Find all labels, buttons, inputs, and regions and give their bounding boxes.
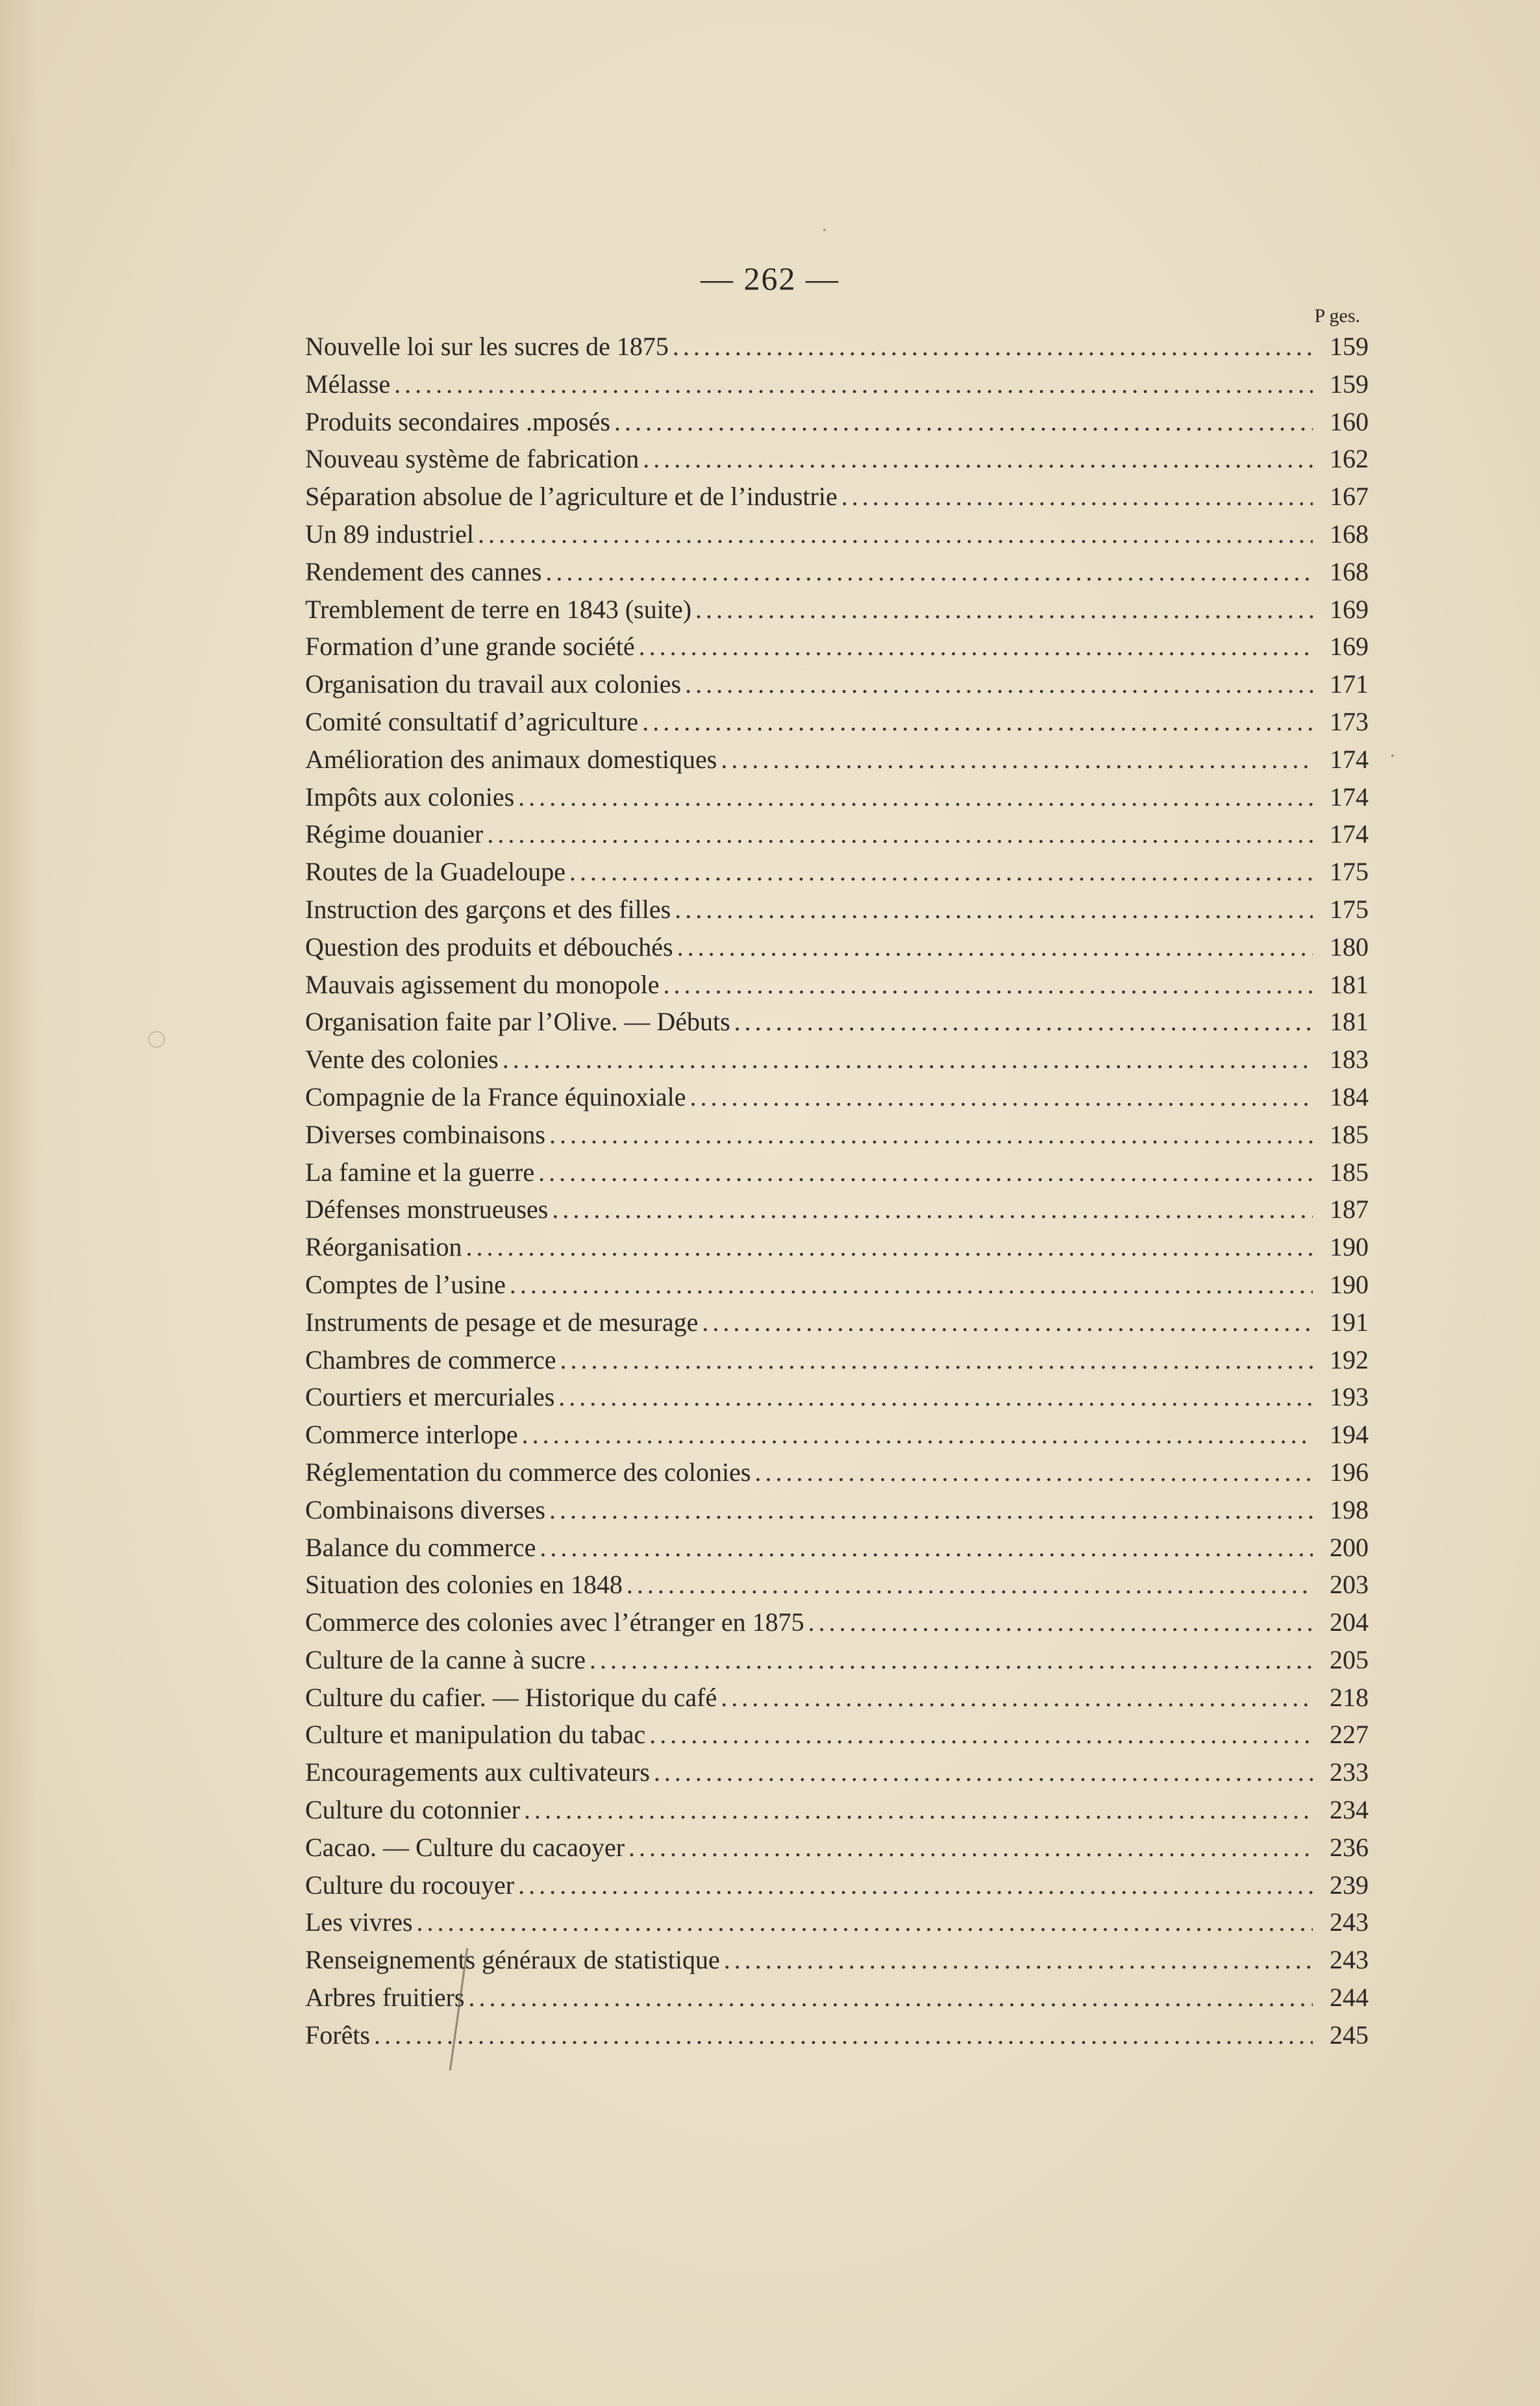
toc-entry-title: Situation des colonies en 1848 (305, 1570, 623, 1600)
toc-entry-title: Les vivres (305, 1907, 413, 1937)
toc-entry-page: 194 (1330, 1420, 1369, 1450)
toc-entry-title: Comptes de l’usine (305, 1269, 506, 1299)
toc-entry-title: Encouragements aux cultivateurs (305, 1757, 650, 1787)
dot-leader (695, 591, 1313, 628)
dot-leader (841, 478, 1313, 515)
toc-entry (305, 1716, 1369, 1754)
toc-entry-page: 174 (1330, 782, 1369, 812)
dot-leader (734, 1003, 1313, 1041)
toc-entry (305, 1041, 1369, 1078)
dot-leader (654, 1754, 1313, 1791)
toc-entry-title: Comité consultatif d’agriculture (305, 706, 639, 736)
toc-entry (305, 1641, 1369, 1679)
toc-entry-title: Compagnie de la France équinoxiale (305, 1082, 686, 1111)
toc-entry (305, 1078, 1369, 1116)
toc-entry-title: Mélasse (305, 369, 391, 399)
toc-entry-title: Impôts aux colonies (305, 782, 515, 812)
page-number: — 262 — (701, 260, 839, 297)
toc-entry-title: Diverses combinaisons (305, 1119, 545, 1149)
dot-leader (540, 1529, 1313, 1567)
toc-entry-page: 227 (1330, 1720, 1369, 1750)
toc-entry-page: 181 (1330, 1007, 1369, 1037)
toc-entry-title: Cacao. — Culture du cacaoyer (305, 1832, 625, 1862)
toc-entry-page: 167 (1330, 482, 1369, 512)
dot-leader (639, 628, 1313, 665)
pages-column-header: P ges. (1314, 305, 1360, 327)
dot-leader (487, 815, 1313, 853)
toc-entry (305, 1154, 1369, 1191)
toc-entry-page: 187 (1330, 1195, 1369, 1224)
page-edge-shadow (0, 0, 39, 2406)
toc-entry (305, 853, 1369, 891)
toc-entry (305, 703, 1369, 741)
toc-entry-title: Culture du rocouyer (305, 1870, 515, 1900)
toc-entry-title: Organisation du travail aux colonies (305, 669, 682, 699)
toc-entry-page: 159 (1330, 369, 1369, 399)
toc-entry-page: 243 (1330, 1945, 1369, 1975)
toc-entry (305, 1867, 1369, 1904)
dot-leader (518, 778, 1313, 816)
dot-leader (685, 665, 1313, 703)
dot-leader (468, 1979, 1313, 2016)
toc-entry-title: Réglementation du commerce des colonies (305, 1457, 751, 1487)
toc-entry-title: Mauvais agissement du monopole (305, 969, 660, 999)
toc-entry-page: 183 (1330, 1045, 1369, 1074)
toc-entry (305, 1679, 1369, 1717)
toc-entry-page: 173 (1330, 706, 1369, 736)
toc-entry-page: 171 (1330, 669, 1369, 699)
dot-leader (417, 1904, 1313, 1941)
toc-entry (305, 328, 1369, 366)
toc-entry (305, 1791, 1369, 1829)
toc-entry (305, 1754, 1369, 1791)
toc-entry-page: 185 (1330, 1119, 1369, 1149)
toc-entry-page: 169 (1330, 632, 1369, 662)
toc-entry (305, 2016, 1369, 2054)
toc-entry-title: Culture du cotonnier (305, 1795, 521, 1825)
dot-leader (522, 1416, 1313, 1454)
toc-entry-page: 168 (1330, 519, 1369, 549)
toc-entry-page: 160 (1330, 406, 1369, 436)
toc-entry-title: Séparation absolue de l’agriculture et de l’industrie (305, 482, 838, 512)
binding-hole-mark (148, 1031, 165, 1048)
toc-entry-title: Vente des colonies (305, 1045, 499, 1074)
dot-leader (518, 1867, 1313, 1904)
toc-entry (305, 628, 1369, 665)
toc-entry-page: 243 (1330, 1907, 1369, 1937)
toc-entry-page: 181 (1330, 969, 1369, 999)
toc-entry-page: 193 (1330, 1382, 1369, 1412)
dot-leader (673, 328, 1313, 366)
dot-leader (677, 928, 1313, 966)
toc-entry (305, 440, 1369, 478)
dot-leader (374, 2016, 1313, 2054)
toc-entry (305, 665, 1369, 703)
dot-leader (545, 553, 1313, 591)
toc-entry (305, 591, 1369, 628)
toc-entry-title: Instruments de pesage et de mesurage (305, 1307, 699, 1337)
toc-entry-title: Arbres fruitiers (305, 1983, 465, 2013)
toc-entry-title: Tremblement de terre en 1843 (suite) (305, 594, 692, 624)
toc-entry-title: Question des produits et débouchés (305, 932, 673, 961)
toc-entry-title: Défenses monstrueuses (305, 1195, 549, 1224)
toc-entry (305, 1904, 1369, 1941)
toc-entry-title: Nouvelle loi sur les sucres de 1875 (305, 332, 669, 361)
toc-entry (305, 366, 1369, 403)
toc-entry-title: Chambres de commerce (305, 1345, 556, 1374)
toc-entry-page: 191 (1330, 1307, 1369, 1337)
table-of-contents (305, 328, 1369, 2054)
toc-entry-title: Culture de la canne à sucre (305, 1644, 586, 1674)
dot-leader (663, 966, 1313, 1004)
toc-entry (305, 1191, 1369, 1228)
toc-entry-page: 174 (1330, 744, 1369, 774)
dot-leader (808, 1604, 1313, 1641)
toc-entry-title: La famine et la guerre (305, 1157, 535, 1187)
dot-leader (569, 853, 1313, 891)
toc-entry-page: 184 (1330, 1082, 1369, 1111)
dot-leader (524, 1791, 1313, 1829)
toc-entry-page: 168 (1330, 556, 1369, 586)
dot-leader (721, 1679, 1313, 1717)
toc-entry-page: 203 (1330, 1570, 1369, 1600)
toc-entry-title: Culture du cafier. — Historique du café (305, 1682, 717, 1712)
dot-leader (642, 703, 1313, 741)
toc-entry (305, 741, 1369, 778)
toc-entry (305, 1341, 1369, 1379)
dot-leader (724, 1941, 1313, 1979)
toc-entry-page: 175 (1330, 857, 1369, 887)
toc-entry (305, 1266, 1369, 1304)
toc-entry-page: 244 (1330, 1983, 1369, 2013)
toc-entry-page: 196 (1330, 1457, 1369, 1487)
toc-entry (305, 1228, 1369, 1266)
toc-entry (305, 778, 1369, 816)
toc-entry-title: Un 89 industriel (305, 519, 474, 549)
toc-entry-page: 204 (1330, 1607, 1369, 1637)
dot-leader (721, 741, 1313, 778)
toc-entry (305, 1491, 1369, 1529)
toc-entry-page: 198 (1330, 1494, 1369, 1524)
dot-leader (466, 1228, 1313, 1266)
dot-leader (627, 1566, 1313, 1604)
toc-entry-title: Renseignements généraux de statistique (305, 1945, 720, 1975)
toc-entry-title: Routes de la Guadeloupe (305, 857, 565, 887)
toc-entry (305, 1304, 1369, 1341)
dot-leader (643, 440, 1313, 478)
toc-entry-title: Produits secondaires .mposés (305, 406, 610, 436)
toc-entry (305, 1604, 1369, 1641)
ink-dot-mark (1391, 754, 1394, 757)
dot-leader (649, 1716, 1313, 1754)
toc-entry-title: Régime douanier (305, 819, 484, 849)
toc-entry-page: 233 (1330, 1757, 1369, 1787)
toc-entry (305, 1566, 1369, 1604)
toc-entry-title: Amélioration des animaux domestiques (305, 744, 717, 774)
toc-entry-page: 236 (1330, 1832, 1369, 1862)
toc-entry (305, 928, 1369, 966)
dot-leader (552, 1191, 1313, 1228)
toc-entry-title: Combinaisons diverses (305, 1494, 545, 1524)
dot-leader (394, 366, 1313, 403)
toc-entry (305, 966, 1369, 1004)
dot-leader (702, 1304, 1313, 1341)
toc-entry-page: 239 (1330, 1870, 1369, 1900)
toc-entry-page: 190 (1330, 1269, 1369, 1299)
toc-entry (305, 1378, 1369, 1416)
toc-entry (305, 1829, 1369, 1867)
dot-leader (560, 1341, 1313, 1379)
toc-entry (305, 891, 1369, 928)
toc-entry-page: 175 (1330, 894, 1369, 924)
dot-leader (538, 1154, 1313, 1191)
toc-entry-title: Organisation faite par l’Olive. — Débuts (305, 1007, 730, 1037)
toc-entry (305, 1979, 1369, 2016)
toc-entry-page: 218 (1330, 1682, 1369, 1712)
toc-entry (305, 553, 1369, 591)
toc-entry-title: Commerce des colonies avec l’étranger en 1875 (305, 1607, 804, 1637)
toc-entry-page: 200 (1330, 1532, 1369, 1562)
toc-entry-title: Réorganisation (305, 1232, 462, 1262)
toc-entry-page: 185 (1330, 1157, 1369, 1187)
toc-entry-title: Forêts (305, 2020, 370, 2050)
toc-entry-page: 159 (1330, 332, 1369, 361)
toc-entry (305, 515, 1369, 553)
toc-entry-title: Rendement des cannes (305, 556, 542, 586)
dot-leader (478, 515, 1313, 553)
toc-entry-title: Formation d’une grande société (305, 632, 635, 662)
dot-leader (549, 1491, 1313, 1529)
toc-entry-page: 180 (1330, 932, 1369, 961)
toc-entry-page: 169 (1330, 594, 1369, 624)
dot-leader (614, 403, 1313, 441)
toc-entry-title: Balance du commerce (305, 1532, 536, 1562)
toc-entry (305, 1003, 1369, 1041)
toc-entry (305, 1454, 1369, 1491)
toc-entry-page: 190 (1330, 1232, 1369, 1262)
dot-leader (558, 1378, 1313, 1416)
toc-entry-page: 205 (1330, 1644, 1369, 1674)
toc-entry-title: Commerce interlope (305, 1420, 518, 1450)
toc-entry (305, 403, 1369, 441)
dot-leader (754, 1454, 1313, 1491)
dot-leader (628, 1829, 1313, 1867)
toc-entry (305, 815, 1369, 853)
dot-leader (689, 1078, 1313, 1116)
toc-entry (305, 1529, 1369, 1567)
toc-entry-page: 192 (1330, 1345, 1369, 1374)
dot-leader (503, 1041, 1313, 1078)
toc-entry-page: 245 (1330, 2020, 1369, 2050)
toc-entry (305, 1116, 1369, 1154)
toc-entry (305, 1416, 1369, 1454)
toc-entry-page: 162 (1330, 444, 1369, 474)
ink-dot-mark (823, 229, 826, 231)
dot-leader (590, 1641, 1313, 1679)
toc-entry-title: Instruction des garçons et des filles (305, 894, 671, 924)
toc-entry-title: Culture et manipulation du tabac (305, 1720, 646, 1750)
dot-leader (510, 1266, 1313, 1304)
toc-entry-title: Courtiers et mercuriales (305, 1382, 555, 1412)
toc-entry-page: 234 (1330, 1795, 1369, 1825)
toc-entry-title: Nouveau système de fabrication (305, 444, 640, 474)
toc-entry (305, 478, 1369, 515)
dot-leader (675, 891, 1313, 928)
toc-entry-page: 174 (1330, 819, 1369, 849)
dot-leader (549, 1116, 1313, 1154)
